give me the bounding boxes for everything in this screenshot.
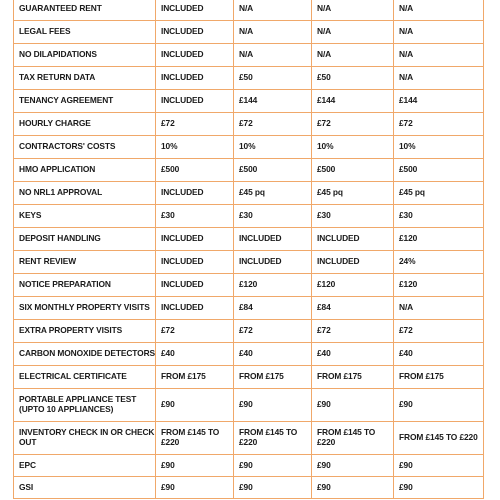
row-label-cell: CONTRACTORS' COSTS <box>14 136 156 159</box>
row-label-cell: DEPOSIT HANDLING <box>14 228 156 251</box>
row-label-cell: EXTRA PROPERTY VISITS <box>14 320 156 343</box>
fee-value-cell: £90 <box>312 477 394 499</box>
table-row <box>14 366 484 389</box>
fee-value-cell: INCLUDED <box>156 228 234 251</box>
fee-value-cell: INCLUDED <box>156 297 234 320</box>
fee-value-cell: INCLUDED <box>156 21 234 44</box>
fee-value-cell: £120 <box>394 274 484 297</box>
fee-value-cell: £144 <box>312 90 394 113</box>
table-row <box>14 320 484 343</box>
fee-value-cell: £144 <box>394 90 484 113</box>
fee-value-cell: £45 pq <box>312 182 394 205</box>
fee-table-body <box>14 0 484 499</box>
fee-value-cell: £50 <box>234 67 312 90</box>
fee-value-cell: £40 <box>394 343 484 366</box>
fee-value-cell: FROM £175 <box>312 366 394 389</box>
fee-value-cell: FROM £145 TO £220 <box>394 422 484 455</box>
fee-value-cell: £45 pq <box>394 182 484 205</box>
fee-value-cell: 24% <box>394 251 484 274</box>
table-row <box>14 205 484 228</box>
fee-value-cell: FROM £145 TO £220 <box>312 422 394 455</box>
fee-value-cell: INCLUDED <box>312 251 394 274</box>
fee-value-cell: INCLUDED <box>156 0 234 21</box>
fee-value-cell: £45 pq <box>234 182 312 205</box>
fee-value-cell: £72 <box>312 320 394 343</box>
fee-value-cell: N/A <box>234 21 312 44</box>
fee-value-cell: £90 <box>234 389 312 422</box>
row-label-cell: RENT REVIEW <box>14 251 156 274</box>
fee-value-cell: £90 <box>156 389 234 422</box>
fee-value-cell: INCLUDED <box>156 274 234 297</box>
fee-value-cell: INCLUDED <box>156 67 234 90</box>
fee-value-cell: INCLUDED <box>312 228 394 251</box>
row-label-cell: LEGAL FEES <box>14 21 156 44</box>
table-row <box>14 159 484 182</box>
table-row <box>14 182 484 205</box>
fee-value-cell: £30 <box>394 205 484 228</box>
row-label-cell: EPC <box>14 455 156 477</box>
fee-value-cell: INCLUDED <box>156 44 234 67</box>
fee-value-cell: N/A <box>394 0 484 21</box>
row-label-cell: ELECTRICAL CERTIFICATE <box>14 366 156 389</box>
fee-value-cell: £72 <box>156 113 234 136</box>
table-row <box>14 343 484 366</box>
fee-value-cell: FROM £145 TO £220 <box>156 422 234 455</box>
table-row <box>14 274 484 297</box>
table-row <box>14 228 484 251</box>
row-label-cell: TENANCY AGREEMENT <box>14 90 156 113</box>
row-label-cell: GUARANTEED RENT <box>14 0 156 21</box>
fee-value-cell: 10% <box>156 136 234 159</box>
row-label-cell: NO NRL1 APPROVAL <box>14 182 156 205</box>
fee-value-cell: £30 <box>312 205 394 228</box>
fee-value-cell: £90 <box>394 389 484 422</box>
fee-value-cell: £90 <box>156 455 234 477</box>
fee-value-cell: £72 <box>394 320 484 343</box>
fee-value-cell: N/A <box>312 0 394 21</box>
table-row <box>14 113 484 136</box>
fee-value-cell: £144 <box>234 90 312 113</box>
fee-value-cell: £90 <box>312 455 394 477</box>
row-label-cell: TAX RETURN DATA <box>14 67 156 90</box>
row-label-cell: CARBON MONOXIDE DETECTORS <box>14 343 156 366</box>
fee-value-cell: N/A <box>394 21 484 44</box>
fee-value-cell: £84 <box>234 297 312 320</box>
fee-value-cell: N/A <box>234 0 312 21</box>
fee-value-cell: £72 <box>234 113 312 136</box>
fee-value-cell: £90 <box>394 477 484 499</box>
fee-value-cell: 10% <box>234 136 312 159</box>
fee-value-cell: 10% <box>394 136 484 159</box>
fee-value-cell: £120 <box>394 228 484 251</box>
table-row <box>14 21 484 44</box>
fee-value-cell: £72 <box>234 320 312 343</box>
fee-value-cell: £30 <box>156 205 234 228</box>
row-label-cell: HOURLY CHARGE <box>14 113 156 136</box>
row-label-cell: PORTABLE APPLIANCE TEST (UPTO 10 APPLIANCES) <box>14 389 156 422</box>
fee-value-cell: £40 <box>156 343 234 366</box>
table-row <box>14 67 484 90</box>
fee-value-cell: £500 <box>156 159 234 182</box>
row-label-cell: NO DILAPIDATIONS <box>14 44 156 67</box>
fee-value-cell: FROM £175 <box>156 366 234 389</box>
fee-value-cell: £90 <box>234 455 312 477</box>
row-label-cell: NOTICE PREPARATION <box>14 274 156 297</box>
fee-comparison-table <box>13 0 484 499</box>
fee-value-cell: £90 <box>312 389 394 422</box>
table-row <box>14 389 484 422</box>
fee-value-cell: £500 <box>394 159 484 182</box>
row-label-cell: KEYS <box>14 205 156 228</box>
fee-value-cell: £72 <box>394 113 484 136</box>
table-row <box>14 44 484 67</box>
row-label-cell: SIX MONTHLY PROPERTY VISITS <box>14 297 156 320</box>
fee-value-cell: N/A <box>394 297 484 320</box>
table-row <box>14 477 484 499</box>
fee-value-cell: £500 <box>312 159 394 182</box>
fee-value-cell: £90 <box>234 477 312 499</box>
fee-value-cell: INCLUDED <box>156 182 234 205</box>
fee-value-cell: FROM £145 TO £220 <box>234 422 312 455</box>
fee-value-cell: FROM £175 <box>234 366 312 389</box>
fee-value-cell: £72 <box>312 113 394 136</box>
row-label-cell: HMO APPLICATION <box>14 159 156 182</box>
fee-value-cell: INCLUDED <box>234 251 312 274</box>
fee-value-cell: £50 <box>312 67 394 90</box>
table-row <box>14 136 484 159</box>
row-label-cell: GSI <box>14 477 156 499</box>
fee-value-cell: N/A <box>312 21 394 44</box>
fee-value-cell: £40 <box>312 343 394 366</box>
table-row <box>14 90 484 113</box>
table-row <box>14 251 484 274</box>
fee-value-cell: N/A <box>234 44 312 67</box>
fee-value-cell: INCLUDED <box>156 251 234 274</box>
table-row <box>14 422 484 455</box>
fee-value-cell: £72 <box>156 320 234 343</box>
row-label-cell: INVENTORY CHECK IN OR CHECK OUT <box>14 422 156 455</box>
fee-value-cell: £84 <box>312 297 394 320</box>
table-row <box>14 297 484 320</box>
fee-value-cell: N/A <box>394 67 484 90</box>
fee-value-cell: FROM £175 <box>394 366 484 389</box>
fee-value-cell: £120 <box>312 274 394 297</box>
fee-value-cell: £40 <box>234 343 312 366</box>
fee-value-cell: £120 <box>234 274 312 297</box>
fee-value-cell: N/A <box>394 44 484 67</box>
table-row <box>14 0 484 21</box>
fee-value-cell: 10% <box>312 136 394 159</box>
fee-value-cell: £90 <box>394 455 484 477</box>
fee-value-cell: N/A <box>312 44 394 67</box>
fee-value-cell: £500 <box>234 159 312 182</box>
fee-value-cell: INCLUDED <box>156 90 234 113</box>
fee-value-cell: £30 <box>234 205 312 228</box>
fee-value-cell: £90 <box>156 477 234 499</box>
table-row <box>14 455 484 477</box>
fee-value-cell: INCLUDED <box>234 228 312 251</box>
